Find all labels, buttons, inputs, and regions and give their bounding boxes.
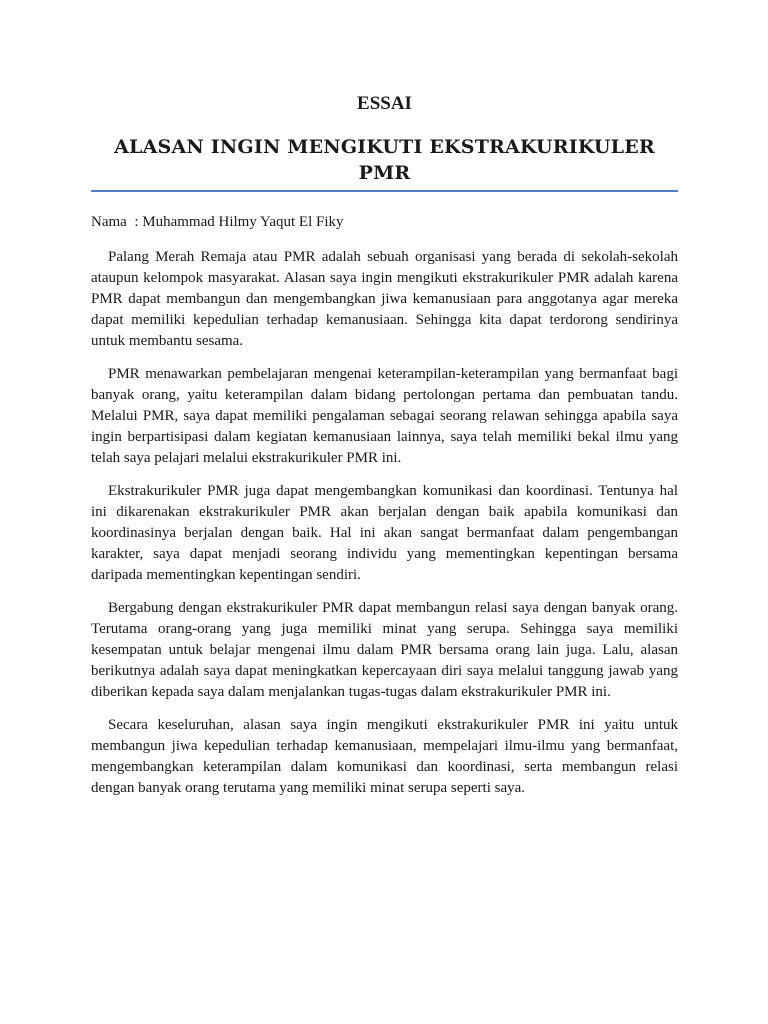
- name-label: Nama: [91, 214, 127, 230]
- paragraph-3: Ekstrakurikuler PMR juga dapat mengembangkan komunikasi dan koordinasi. Tentunya hal ini dikarenakan ekstrakurikuler PMR akan berjalan dengan baik apabila komunikasi dan koordinasinya berjalan dengan baik. Hal ini akan sangat bermanfaat dalam pengembangan karakter, saya dapat menjadi seorang individu yang mementingkan kepentingan bersama daripada mementingkan kepentingan sendiri.: [91, 483, 678, 583]
- document-heading: ESSAI: [357, 93, 412, 114]
- document-title: ALASAN INGIN MENGIKUTI EKSTRAKURIKULER PMR: [114, 136, 655, 184]
- author-name: Muhammad Hilmy Yaqut El Fiky: [142, 214, 344, 230]
- author-line: [91, 212, 678, 233]
- paragraph-2: PMR menawarkan pembelajaran mengenai keterampilan-keterampilan yang bermanfaat bagi banyak orang, yaitu keterampilan dalam bidang pertolongan pertama dan pembuatan tandu. Melalui PMR, saya dapat memiliki pengalaman sebagai seorang relawan sehingga apabila saya ingin berpartisipasi dalam kegiatan kemanusiaan lainnya, saya telah memiliki bekal ilmu yang telah saya pelajari melalui ekstrakurikuler PMR ini.: [91, 366, 678, 466]
- document-page: [91, 90, 678, 799]
- paragraph-1: Palang Merah Remaja atau PMR adalah sebuah organisasi yang berada di sekolah-sekolah ataupun kelompok masyarakat. Alasan saya ingin mengikuti ekstrakurikuler PMR adalah karena PMR dapat membangun dan mengembangkan jiwa kemanusiaan para anggotanya agar mereka dapat memiliki kepedulian terhadap kemanusiaan. Sehingga kita dapat terdorong sendirinya untuk membantu sesama.: [91, 249, 678, 349]
- title-underline: [91, 190, 678, 192]
- name-separator: :: [134, 214, 139, 230]
- paragraph-5: Secara keseluruhan, alasan saya ingin mengikuti ekstrakurikuler PMR ini yaitu untuk membangun jiwa kepedulian terhadap kemanusiaan, mempelajari ilmu-ilmu yang bermanfaat, mengembangkan keterampilan dalam komunikasi dan koordinasi, serta membangun relasi dengan banyak orang terutama yang memiliki minat serupa seperti saya.: [91, 717, 678, 796]
- paragraph-4: Bergabung dengan ekstrakurikuler PMR dapat membangun relasi saya dengan banyak orang. Terutama orang-orang yang juga memiliki minat yang serupa. Sehingga saya memiliki kesempatan untuk belajar mengenai ilmu dalam PMR bersama orang lain juga. Lalu, alasan berikutnya adalah saya dapat meningkatkan kepercayaan diri saya melalui tanggung jawab yang diberikan kepada saya dalam menjalankan tugas-tugas dalam ekstrakurikuler PMR ini.: [91, 600, 678, 700]
